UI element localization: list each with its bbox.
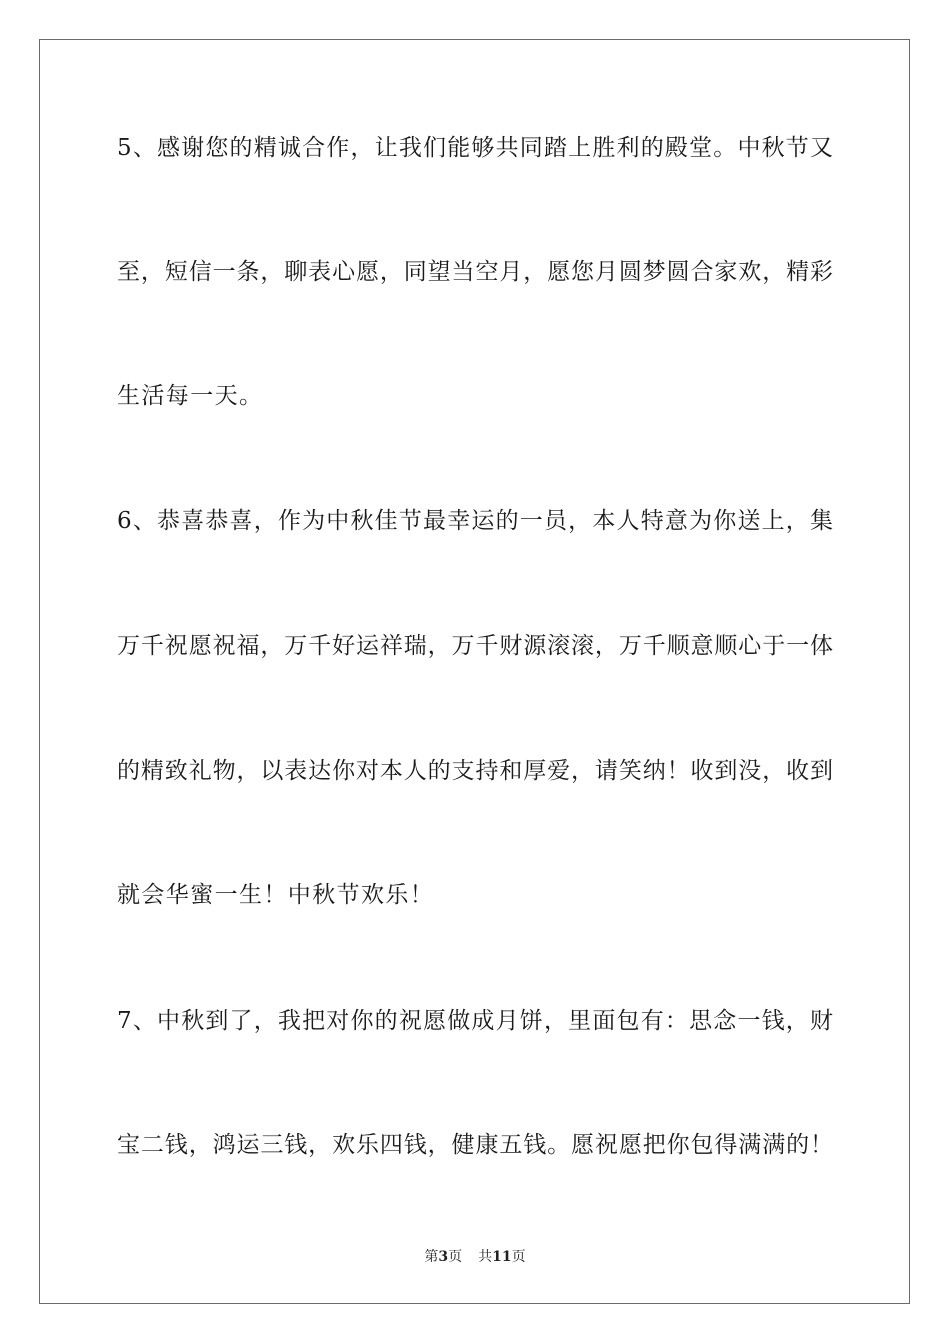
- footer-total-prefix: 共: [478, 1249, 493, 1265]
- paragraph-7-line-1: 7、中秋到了，我把对你的祝愿做成月饼，里面包有：思念一钱，财: [117, 1008, 833, 1034]
- footer-page-number: 3: [438, 1249, 449, 1265]
- footer-total-suffix: 页: [511, 1249, 526, 1265]
- page-footer: [0, 1247, 950, 1267]
- paragraph-7-line-2: 宝二钱，鸿运三钱，欢乐四钱，健康五钱。愿祝愿把你包得满满的！: [117, 1132, 833, 1158]
- page-border: [39, 39, 910, 1304]
- paragraph-5-line-3: 生活每一天。: [117, 383, 264, 409]
- paragraph-5-line-2: 至，短信一条，聊表心愿，同望当空月，愿您月圆梦圆合家欢，精彩: [117, 259, 833, 285]
- paragraph-6-line-4: 就会华蜜一生！中秋节欢乐！: [117, 882, 435, 908]
- paragraph-6-line-1: 6、恭喜恭喜，作为中秋佳节最幸运的一员，本人特意为你送上，集: [117, 508, 833, 534]
- footer-total-pages: 11: [492, 1249, 512, 1265]
- footer-page-prefix: 第: [424, 1249, 439, 1265]
- paragraph-6-line-2: 万千祝愿祝福，万千好运祥瑞，万千财源滚滚，万千顺意顺心于一体: [117, 633, 833, 659]
- paragraph-6-line-3: 的精致礼物，以表达你对本人的支持和厚爱，请笑纳！收到没，收到: [117, 758, 833, 784]
- footer-page-suffix: 页: [448, 1249, 463, 1265]
- paragraph-5-line-1: 5、感谢您的精诚合作，让我们能够共同踏上胜利的殿堂。中秋节又: [117, 135, 833, 161]
